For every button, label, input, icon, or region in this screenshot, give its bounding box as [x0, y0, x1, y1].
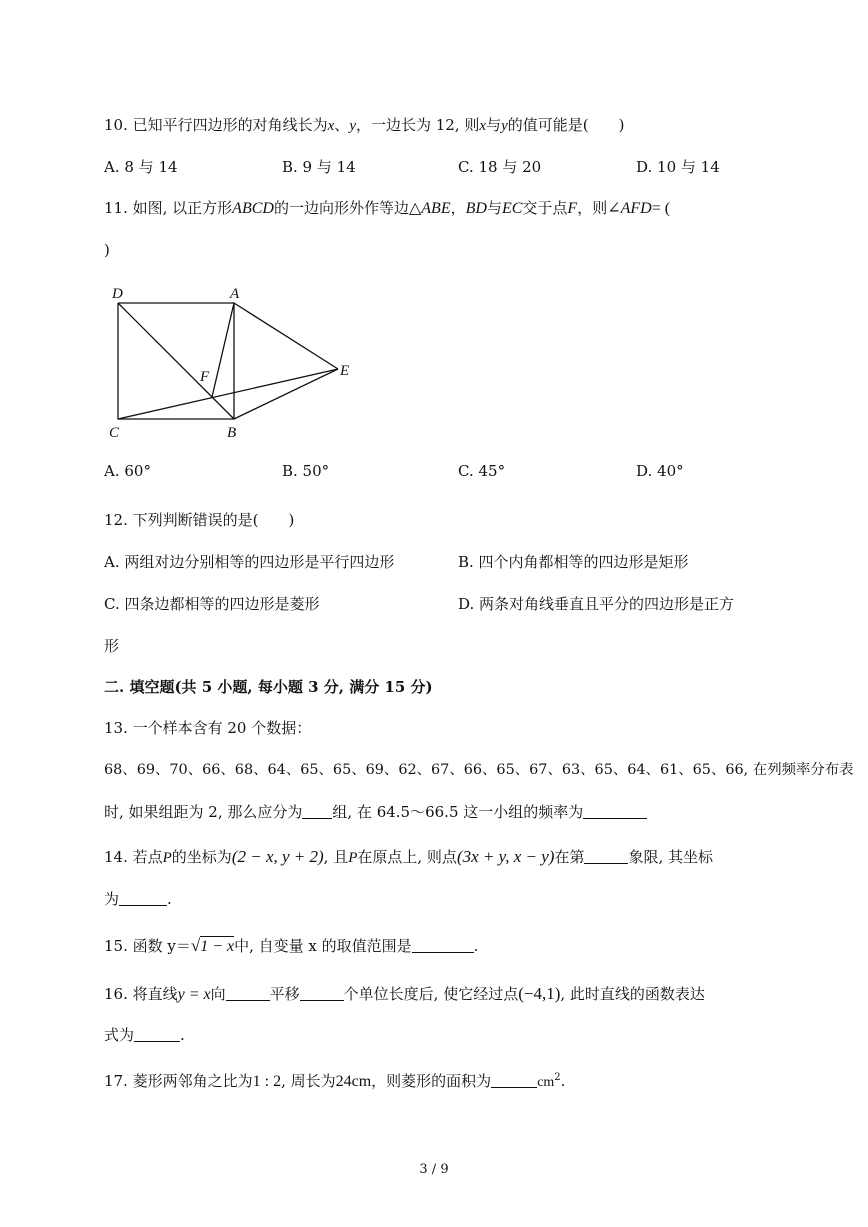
q17-period: .: [560, 1072, 566, 1090]
q11-angle: ∠AFD: [607, 200, 652, 217]
q16-text-f: 式为: [104, 1026, 135, 1044]
q10-var-y: y: [349, 118, 356, 134]
q16-blank-expression[interactable]: [134, 1027, 180, 1042]
q14-blank-coordinates[interactable]: [119, 891, 167, 906]
q16-text-a: 16. 将直线: [104, 985, 178, 1003]
q11-point-f: F: [567, 200, 578, 217]
label-c: C: [109, 425, 120, 441]
q17-blank-area[interactable]: [491, 1073, 537, 1088]
diagonal-bd: [118, 303, 234, 419]
q14-text-d: 在原点上, 则点: [357, 848, 457, 866]
q14-blank-quadrant[interactable]: [584, 849, 628, 864]
q11-bd: BD: [465, 200, 487, 217]
q14-text-e: 在第: [554, 848, 585, 866]
q10-option-b: B. 9 与 14: [282, 158, 356, 176]
q17-text-b: , 周长为: [281, 1072, 336, 1090]
q14-point-p: P: [162, 850, 172, 866]
q16-point: (−4,1): [518, 984, 561, 1003]
q11-option-a: A. 60°: [104, 462, 151, 480]
q11-option-b: B. 50°: [282, 462, 330, 480]
q16-equation: y = x: [177, 986, 211, 1003]
q12-option-d-wrap: 形: [104, 637, 120, 655]
q12-option-a: A. 两组对边分别相等的四边形是平行四边形: [104, 553, 395, 571]
q10-text-c: 的值可能是( ): [507, 116, 625, 134]
q16-text-c: 平移: [269, 985, 300, 1003]
q11-text-c: 交于点: [522, 199, 568, 217]
q14-text-f: 象限, 其坐标: [628, 848, 714, 866]
q11-close-paren: ): [104, 241, 110, 259]
q11-comma: ，: [450, 199, 466, 217]
segment-af: [212, 303, 234, 397]
label-f: F: [200, 369, 210, 385]
q13-blank-frequency[interactable]: [583, 804, 647, 819]
segment-ae: [234, 303, 338, 369]
q16-text-e: , 此时直线的函数表达: [560, 985, 705, 1003]
q14-coord-p: (2 − x, y + 2): [231, 847, 324, 866]
q10-var-x2: x: [479, 118, 487, 134]
q14-text-a: 14. 若点: [104, 848, 163, 866]
q17-ratio: 1 : 2: [252, 1073, 282, 1090]
q17-perimeter: 24cm: [335, 1073, 372, 1090]
q16-period: .: [180, 1026, 185, 1044]
q15-text-b: 中, 自变量 x 的取值范围是: [234, 937, 412, 955]
q11-ec: EC: [501, 200, 523, 217]
segment-ec: [118, 369, 338, 419]
q14-text-g: 为: [104, 890, 120, 908]
q17-unit-sup: 2: [554, 1072, 561, 1083]
q13-line1: 13. 一个样本含有 20 个数据：: [104, 719, 312, 737]
q11-text-d: ，则: [577, 199, 608, 217]
q10-option-c: C. 18 与 20: [458, 158, 542, 176]
q15-period: .: [473, 937, 479, 955]
q14-point-p2: P: [348, 850, 358, 866]
q17-unit: cm: [537, 1075, 555, 1090]
q16-line2: [104, 1024, 185, 1046]
q16-text-b: 向: [210, 985, 226, 1003]
label-d: D: [112, 286, 123, 302]
q11-text-b: 的一边向形外作等边: [273, 199, 409, 217]
label-a: A: [230, 286, 240, 302]
q14-text-c: , 且: [323, 848, 349, 866]
q15-blank-range[interactable]: [412, 938, 474, 953]
label-e: E: [340, 363, 350, 379]
q16-line1: [104, 983, 705, 1006]
q13-text-a: 时, 如果组距为 2, 那么应分为: [104, 803, 303, 821]
q17-line: [104, 1067, 565, 1094]
q12-stem: 12. 下列判断错误的是( ): [104, 511, 295, 529]
q11-option-d: D. 40°: [636, 462, 684, 480]
q11-triangle-name: △ABE: [408, 200, 451, 217]
sqrt-sign: √: [190, 936, 201, 955]
q11-option-c: C. 45°: [458, 462, 506, 480]
q11-text-a: 11. 如图, 以正方形: [104, 199, 233, 217]
q16-blank-direction[interactable]: [226, 986, 270, 1001]
q14-line2: [104, 888, 172, 910]
q14-period: .: [167, 890, 172, 908]
q11-with: 与: [486, 199, 502, 217]
q17-text-c: ，则菱形的面积为: [371, 1072, 492, 1090]
q13-line2: 68、69、70、66、68、64、65、65、69、62、67、66、65、67、63、65、64、61、65、66, 在列频率分布表: [104, 762, 854, 778]
q14-text-b: 的坐标为: [171, 848, 232, 866]
q16-blank-units[interactable]: [300, 986, 344, 1001]
q10-with: 与: [486, 116, 502, 134]
q10-var-y2: y: [501, 118, 508, 134]
q15-radicand: 1 − x: [200, 938, 235, 955]
q10-text-b: ，一边长为 12, 则: [355, 116, 480, 134]
q14-coord-q: (3x + y, x − y): [456, 847, 555, 866]
q13-line3: [104, 801, 647, 823]
q13-blank-groups[interactable]: [302, 804, 332, 819]
q15-text-a: 15. 函数 y＝: [104, 937, 191, 955]
q10-var-x: x: [327, 118, 335, 134]
q11-square-name: ABCD: [232, 200, 274, 217]
q11-eq: = (: [651, 200, 671, 217]
q12-option-b: B. 四个内角都相等的四边形是矩形: [458, 553, 689, 571]
q10-stem: [104, 114, 624, 137]
q17-text-a: 17. 菱形两邻角之比为: [104, 1072, 253, 1090]
q16-text-d: 个单位长度后, 使它经过点: [343, 985, 519, 1003]
q14-line1: [104, 846, 713, 869]
q11-stem: [104, 197, 670, 220]
q10-option-a: A. 8 与 14: [104, 158, 178, 176]
square-triangle-figure: [106, 283, 366, 443]
q10-option-d: D. 10 与 14: [636, 158, 720, 176]
q10-text-a: 10. 已知平行四边形的对角线长为: [104, 116, 328, 134]
segment-be: [234, 369, 338, 419]
page-number: 3 / 9: [419, 1162, 449, 1177]
q12-option-c: C. 四条边都相等的四边形是菱形: [104, 595, 320, 613]
label-b: B: [227, 425, 237, 441]
q10-sep: 、: [334, 116, 350, 134]
q12-option-d: D. 两条对角线垂直且平分的四边形是正方: [458, 595, 735, 613]
section-fill-in-title: 二. 填空题(共 5 小题, 每小题 3 分, 满分 15 分): [104, 678, 433, 696]
q13-text-b: 组, 在 64.5～66.5 这一小组的频率为: [332, 803, 584, 821]
q15-line: [104, 935, 478, 958]
